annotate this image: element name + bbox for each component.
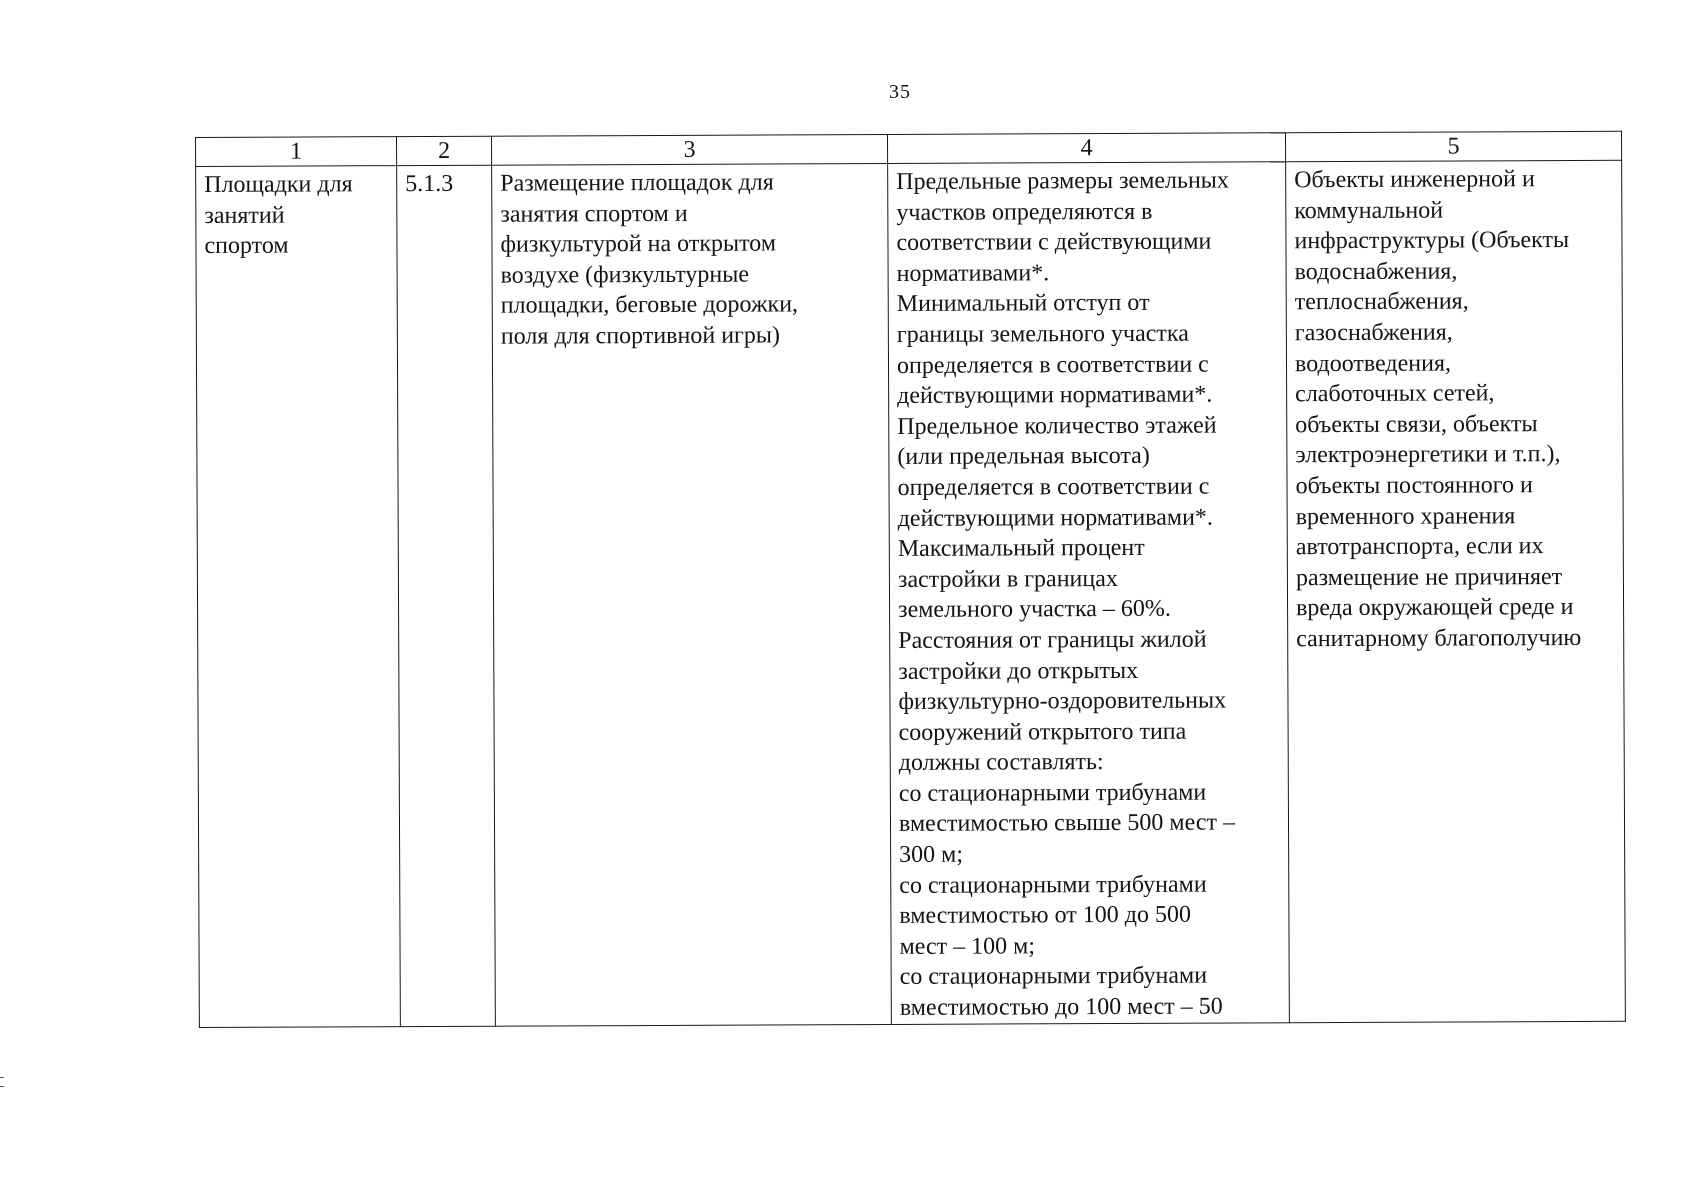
cell-auxiliary-uses [1286,160,1626,1022]
cell-use-code [397,165,496,1026]
parameters-line: Минимальный отступ от [896,290,1150,318]
description-line: Размещение площадок для [500,169,774,197]
table-row [196,160,1626,1027]
auxiliary-line: водоснабжения, [1294,258,1458,285]
auxiliary-line: слаботочных сетей, [1295,380,1495,408]
parameters-line: соответствии с действующими [896,228,1212,257]
auxiliary-line: теплоснабжения, [1294,288,1469,316]
page-number: 35 [889,81,911,103]
auxiliary-line: временного хранения [1295,502,1516,530]
parameters-line: со стационарными трибунами [899,963,1208,991]
cell-construction-parameters [888,162,1290,1025]
parameters-line: застройки в границах [897,565,1118,593]
land-use-table [195,131,1626,1028]
parameters-line: Максимальный процент [897,534,1145,563]
column-header-1: 1 [196,137,397,167]
parameters-line: 300 м; [899,841,964,868]
document-sheet [195,131,1625,1028]
cell-use-description [492,163,892,1026]
use-type-name-line: занятий [204,202,285,229]
auxiliary-line: объекты постоянного и [1295,472,1533,500]
auxiliary-line: автотранспорта, если их [1295,533,1544,561]
auxiliary-line: Объекты инженерной и [1294,166,1535,194]
parameters-line: вместимостью от 100 до 500 [899,901,1191,930]
auxiliary-line: электроэнергетики и т.п.), [1295,441,1561,469]
parameters-line: физкультурно-оздоровительных [898,687,1227,716]
use-code-line: 5.1.3 [405,170,454,198]
column-header-4: 4 [887,133,1285,164]
auxiliary-line: вреда окружающей среде и [1296,594,1574,622]
parameters-line: границы земельного участка [896,320,1189,348]
parameters-line: действующими нормативами*. [897,504,1213,532]
use-type-name-line: Площадки для [204,171,353,198]
parameters-line: Предельное количество этажей [897,412,1217,440]
auxiliary-line: газоснабжения, [1294,319,1453,347]
parameters-line: земельного участка – 60%. [898,596,1171,624]
auxiliary-line: объекты связи, объекты [1295,410,1538,438]
auxiliary-line: водоотведения, [1294,350,1452,377]
auxiliary-line: размещение не причиняет [1295,563,1563,591]
parameters-line: со стационарными трибунами [899,871,1207,899]
description-line: поля для спортивной игры) [500,322,781,350]
parameters-line: со стационарными трибунами [898,779,1207,807]
column-header-3: 3 [491,134,887,165]
parameters-line: нормативами*. [896,260,1050,287]
scan-artifact-mark [0,1077,4,1087]
parameters-line: определяется в соответствии с [897,473,1210,501]
parameters-line: вместимостью свыше 500 мест – [898,809,1236,838]
parameters-line: мест – 100 м; [899,933,1036,960]
parameters-line: действующими нормативами*. [897,381,1213,410]
parameters-line: Предельные размеры земельных [896,167,1229,195]
parameters-line: застройки до открытых [898,657,1139,685]
parameters-line: Расстояния от границы жилой [898,626,1207,654]
column-header-2: 2 [397,136,492,165]
auxiliary-line: санитарному благополучию [1296,624,1582,653]
auxiliary-line: коммунальной [1294,197,1444,224]
parameters-line: должны составлять: [898,749,1104,777]
parameters-line: вместимостью до 100 мест – 50 [899,993,1223,1021]
use-type-name-line: спортом [204,232,289,260]
parameters-line: сооружений открытого типа [898,718,1187,746]
parameters-line: (или предельная высота) [897,443,1150,471]
parameters-line: участков определяются в [896,198,1153,226]
description-line: площадки, беговые дорожки, [500,291,799,320]
parameters-line: определяется в соответствии с [896,351,1209,379]
description-line: воздухе (физкультурные [500,261,750,289]
description-line: занятия спортом и [500,200,688,228]
description-line: физкультурой на открытом [500,230,777,258]
column-header-5: 5 [1285,131,1621,161]
cell-use-type-name [196,166,401,1028]
auxiliary-line: инфраструктуры (Объекты [1294,227,1570,255]
